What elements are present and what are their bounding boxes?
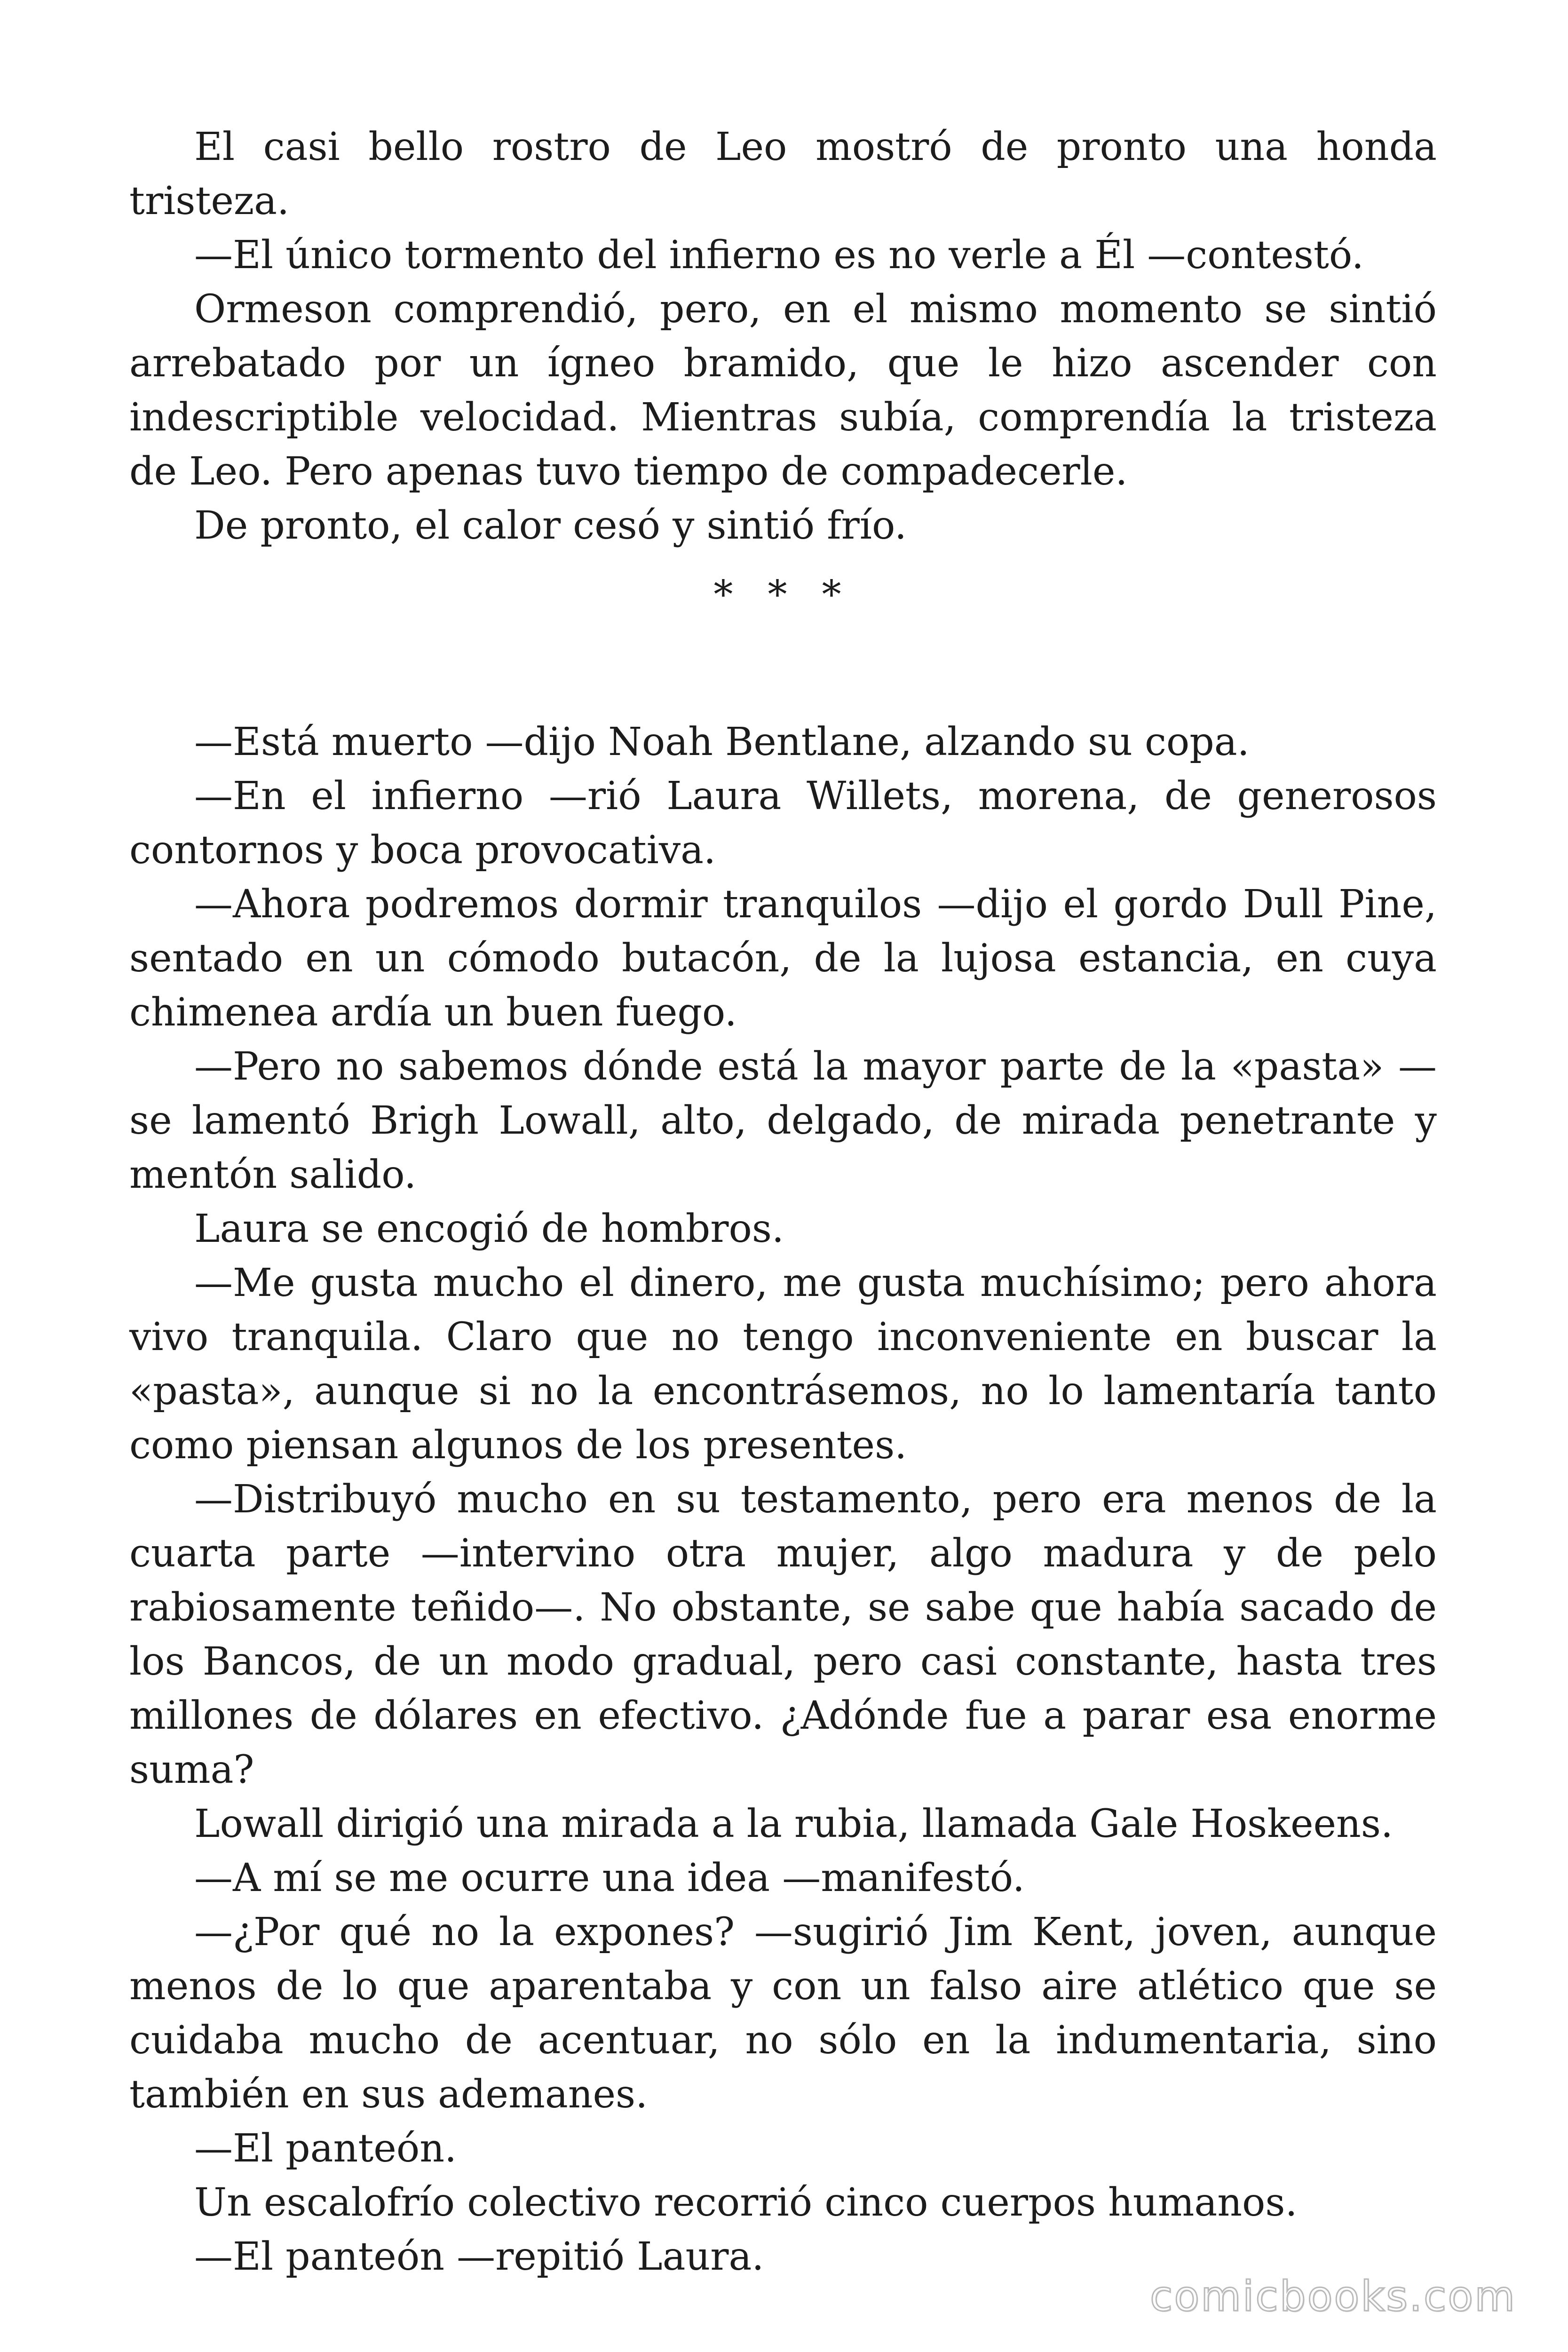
scene-separator: * * *: [713, 572, 853, 617]
paragraph: Lowall dirigió una mirada a la rubia, llamada Gale Hoskeens.: [194, 1802, 1393, 1846]
paragraph: —El panteón —repitió Laura.: [194, 2234, 764, 2279]
paragraph: —Distribuyó mucho en su testamento, pero era menos de la cuarta parte —intervino otra mujer, algo madura y de pelo rabiosamente teñido—. No obstante, se sabe que había sacado de los Bancos, de un modo gradual, pero casi constante, hasta tres millones de dólares en efectivo. ¿Adónde fue a parar esa enorme suma?: [129, 1477, 1437, 1792]
watermark: comicbooks.com: [1149, 2272, 1516, 2320]
paragraph: —En el infierno —rió Laura Willets, morena, de generosos contornos y boca provocativa.: [129, 774, 1437, 873]
page-body: [129, 120, 1437, 2284]
paragraph: —Me gusta mucho el dinero, me gusta muchísimo; pero ahora vivo tranquila. Claro que no tengo inconveniente en buscar la «pasta», aunque si no la encontrásemos, no lo lamentaría tanto como piensan algunos de los presentes.: [129, 1261, 1437, 1468]
paragraph: —El único tormento del infierno es no verle a Él —contestó.: [194, 233, 1364, 278]
paragraph: Un escalofrío colectivo recorrió cinco cuerpos humanos.: [194, 2180, 1298, 2225]
paragraph: —Ahora podremos dormir tranquilos —dijo el gordo Dull Pine, sentado en un cómodo butacón, de la lujosa estancia, en cuya chimenea ardía un buen fuego.: [129, 882, 1437, 1035]
paragraph: —A mí se me ocurre una idea —manifestó.: [194, 1856, 1025, 1900]
paragraph: —Pero no sabemos dónde está la mayor parte de la «pasta» —se lamentó Brigh Lowall, alto, delgado, de mirada penetrante y mentón salido.: [129, 1044, 1437, 1197]
paragraph: Laura se encogió de hombros.: [194, 1207, 784, 1251]
paragraph: El casi bello rostro de Leo mostró de pronto una honda tristeza.: [129, 125, 1437, 223]
paragraph: —Está muerto —dijo Noah Bentlane, alzando su copa.: [194, 720, 1250, 764]
paragraph: —¿Por qué no la expones? —sugirió Jim Kent, joven, aunque menos de lo que aparentaba y con un falso aire atlético que se cuidaba mucho de acentuar, no sólo en la indumentaria, sino también en sus ademanes.: [129, 1910, 1437, 2117]
paragraph: Ormeson comprendió, pero, en el mismo momento se sintió arrebatado por un ígneo bramido, que le hizo ascender con indescriptible velocidad. Mientras subía, comprendía la tristeza de Leo. Pero apenas tuvo tiempo de compadecerle.: [129, 287, 1437, 494]
paragraph: —El panteón.: [194, 2126, 457, 2171]
paragraph: De pronto, el calor cesó y sintió frío.: [194, 503, 907, 548]
